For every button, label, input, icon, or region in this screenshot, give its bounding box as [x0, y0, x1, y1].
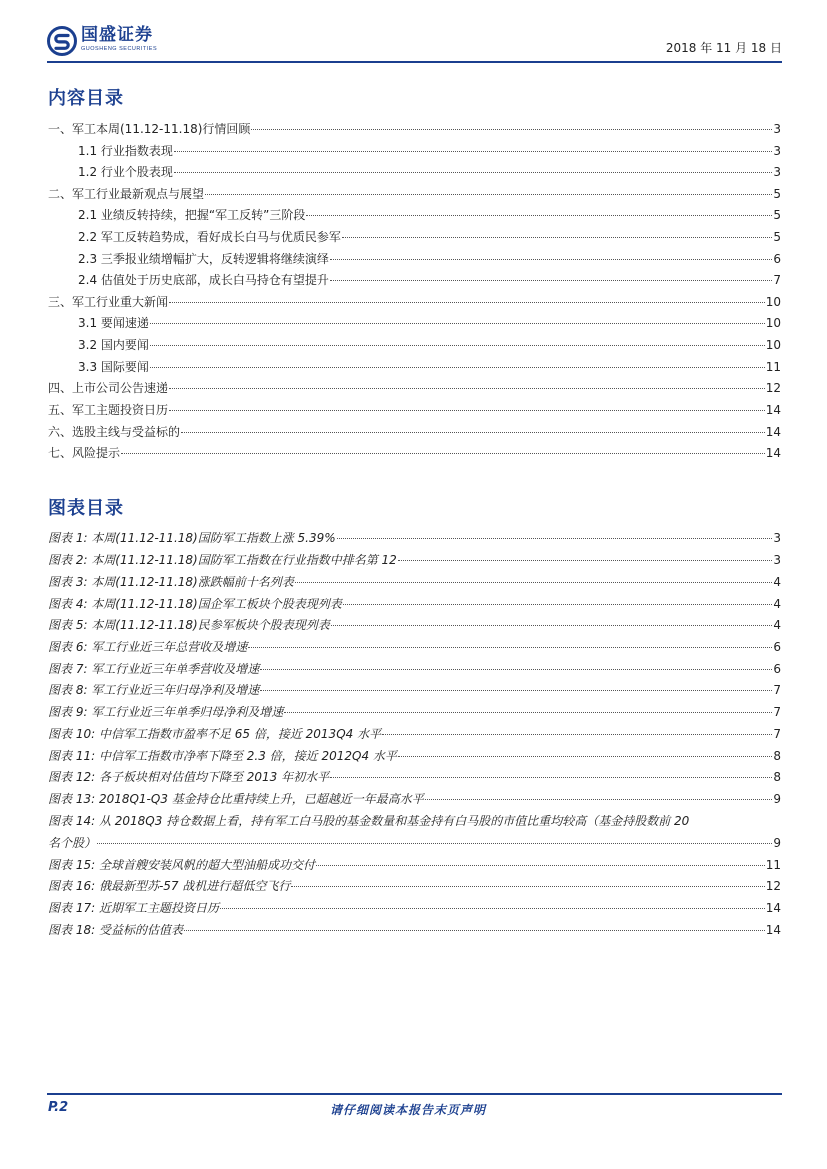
toc-entry-page: 3 [773, 122, 781, 136]
toc-entry-label: 2.2 军工反转趋势成，看好成长白马与优质民参军 [78, 230, 341, 244]
toc-entry-label: 2.3 三季报业绩增幅扩大，反转逻辑将继续演绎 [78, 252, 329, 266]
leader-dots [291, 886, 764, 887]
footer-disclaimer: 请仔细阅读本报告末页声明 [330, 1103, 487, 1117]
toc-entry-label: 七、风险提示 [48, 446, 121, 460]
leader-dots [169, 302, 765, 303]
figure-entry-label: 图表 17: 近期军工主题投资日历 [48, 901, 219, 915]
toc-entry-label: 三、军工行业重大新闻 [48, 295, 169, 309]
leader-dots [169, 410, 765, 411]
figures-title: 图表目录 [48, 498, 124, 519]
toc-entry-page: 14 [765, 425, 781, 439]
toc-entry-label: 2.1 业绩反转持续，把握“军工反转”三阶段 [78, 208, 306, 222]
toc-entry-label: 3.2 国内要闻 [78, 338, 149, 352]
toc-entry[interactable] [48, 424, 781, 440]
figure-entry[interactable] [48, 748, 781, 764]
toc-entry-label: 四、上市公司公告速递 [48, 381, 169, 395]
figure-entry-label: 图表 3: 本周(11.12-11.18)涨跌幅前十名列表 [48, 575, 294, 589]
figure-entry-page: 7 [773, 683, 781, 697]
figure-entry-label: 图表 16: 俄最新型苏-57 战机进行超低空飞行 [48, 879, 291, 893]
toc-entry-page: 5 [773, 230, 781, 244]
leader-dots [330, 259, 772, 260]
figure-entry-label: 图表 6: 军工行业近三年总营收及增速 [48, 640, 248, 654]
figure-entry-label: 图表 4: 本周(11.12-11.18)国企军工板块个股表现列表 [48, 597, 342, 611]
leader-dots [425, 799, 773, 800]
leader-dots [174, 151, 772, 152]
toc-entry-page: 12 [765, 381, 781, 395]
leader-dots [382, 734, 772, 735]
toc-entry-page: 10 [765, 295, 781, 309]
figure-entry-page: 9 [773, 792, 781, 806]
figure-entry-label: 图表 15: 全球首艘安装风帆的超大型油船成功交付 [48, 858, 315, 872]
figure-entry-label: 图表 11: 中信军工指数市净率下降至 2.3 倍，接近 2012Q4 水平 [48, 749, 397, 763]
figure-entry[interactable] [48, 530, 781, 546]
figure-entry[interactable] [48, 682, 781, 698]
toc-entry[interactable] [78, 359, 781, 375]
leader-dots [184, 930, 765, 931]
toc-entry-page: 10 [765, 316, 781, 330]
figure-entry[interactable] [48, 574, 781, 590]
leader-dots [306, 215, 772, 216]
toc-entry-page: 5 [773, 187, 781, 201]
leader-dots [121, 453, 765, 454]
figure-entry[interactable] [48, 769, 781, 785]
figure-entry-label: 图表 13: 2018Q1-Q3 基金持仓比重持续上升，已超越近一年最高水平 [48, 792, 424, 806]
toc-entry-page: 3 [773, 144, 781, 158]
figure-entry-page: 8 [773, 770, 781, 784]
toc-entry-page: 10 [765, 338, 781, 352]
toc-entry[interactable] [48, 380, 781, 396]
toc-entry-label: 五、军工主题投资日历 [48, 403, 169, 417]
figure-entry-page: 6 [773, 662, 781, 676]
figure-entry-page: 4 [773, 597, 781, 611]
figure-entry-page: 12 [765, 879, 781, 893]
figure-entry-page: 8 [773, 749, 781, 763]
figure-entry-page: 4 [773, 618, 781, 632]
toc-entry-label: 二、军工行业最新观点与展望 [48, 187, 205, 201]
figure-entry-label: 图表 8: 军工行业近三年归母净利及增速 [48, 683, 260, 697]
figure-entry-label: 图表 12: 各子板块相对估值均下降至 2013 年初水平 [48, 770, 330, 784]
figure-entry-page: 3 [773, 553, 781, 567]
figure-entry[interactable] [48, 552, 781, 568]
leader-dots [337, 538, 773, 539]
leader-dots [330, 280, 772, 281]
leader-dots [284, 712, 772, 713]
toc-entry[interactable] [78, 337, 781, 353]
toc-entry-page: 6 [773, 252, 781, 266]
leader-dots [331, 625, 773, 626]
figure-entry-label: 图表 7: 军工行业近三年单季营收及增速 [48, 662, 260, 676]
brand-logo-icon [47, 26, 77, 56]
leader-dots [251, 129, 772, 130]
toc-entry[interactable] [78, 143, 781, 159]
leader-dots [150, 323, 765, 324]
toc-entry[interactable] [48, 121, 781, 137]
toc-title: 内容目录 [48, 88, 124, 109]
toc-entry[interactable] [48, 294, 781, 310]
leader-dots [316, 865, 765, 866]
figure-entry-page: 14 [765, 901, 781, 915]
toc-entry-page: 14 [765, 403, 781, 417]
footer-rule [47, 1093, 782, 1095]
toc-entry[interactable] [78, 315, 781, 331]
leader-dots [295, 582, 773, 583]
figure-entry[interactable] [48, 639, 781, 655]
figure-entry-label: 图表 18: 受益标的估值表 [48, 923, 183, 937]
toc-entry-label: 3.1 要闻速递 [78, 316, 149, 330]
brand-name-en: GUOSHENG SECURITIES [81, 46, 158, 52]
figure-entry-page: 11 [765, 858, 781, 872]
figure-entry-label: 图表 10: 中信军工指数市盈率不足 65 倍，接近 2013Q4 水平 [48, 727, 382, 741]
toc-entry-label: 1.2 行业个股表现 [78, 165, 173, 179]
toc-entry[interactable] [78, 207, 781, 223]
figure-14-page: 9 [773, 836, 781, 850]
figure-entry-label: 图表 2: 本周(11.12-11.18)国防军工指数在行业指数中排名第 12 [48, 553, 397, 567]
figure-14-line2: 名个股） [48, 836, 97, 850]
figure-entry-label: 图表 9: 军工行业近三年单季归母净利及增速 [48, 705, 284, 719]
toc-entry-label: 一、军工本周(11.12-11.18)行情回顾 [48, 122, 251, 136]
toc-entry[interactable] [78, 229, 781, 245]
leader-dots [398, 756, 772, 757]
toc-entry-page: 14 [765, 446, 781, 460]
footer-page-number: P.2 [48, 1100, 69, 1115]
figure-entry-page: 14 [765, 923, 781, 937]
toc-entry-label: 3.3 国际要闻 [78, 360, 149, 374]
leader-dots [220, 908, 765, 909]
figure-entry[interactable] [48, 617, 781, 633]
figure-entry[interactable] [48, 704, 781, 720]
figure-entry-label: 图表 1: 本周(11.12-11.18)国防军工指数上涨 5.39% [48, 531, 336, 545]
figure-entry-page: 4 [773, 575, 781, 589]
toc-entry-label: 1.1 行业指数表现 [78, 144, 173, 158]
leader-dots [174, 172, 772, 173]
figure-entry[interactable] [48, 878, 781, 894]
toc-entry-figure-14[interactable] [48, 813, 781, 851]
figure-entry[interactable] [48, 857, 781, 873]
leader-dots [150, 367, 765, 368]
figure-entry[interactable] [48, 922, 781, 938]
page-header [47, 24, 782, 62]
brand-logo [47, 25, 158, 56]
leader-dots [150, 345, 765, 346]
leader-dots [181, 432, 765, 433]
figure-entry[interactable] [48, 791, 781, 807]
leader-dots [260, 669, 772, 670]
toc-entry[interactable] [48, 186, 781, 202]
toc-entry-page: 7 [773, 273, 781, 287]
toc-entry[interactable] [78, 164, 781, 180]
leader-dots [398, 560, 773, 561]
leader-dots [248, 647, 772, 648]
brand-name-cn: 国盛证券 [81, 25, 153, 45]
figure-entry[interactable] [48, 726, 781, 742]
leader-dots [169, 388, 765, 389]
figure-entry-page: 7 [773, 727, 781, 741]
figure-entry-page: 6 [773, 640, 781, 654]
figure-entry-page: 7 [773, 705, 781, 719]
leader-dots [205, 194, 772, 195]
toc-entry[interactable] [78, 272, 781, 288]
toc-entry[interactable] [78, 251, 781, 267]
leader-dots [343, 604, 773, 605]
figure-entry[interactable] [48, 900, 781, 916]
report-date: 2018 年 11 月 18 日 [665, 41, 782, 55]
leader-dots [97, 843, 772, 844]
figure-entry[interactable] [48, 596, 781, 612]
header-rule [47, 61, 782, 63]
toc-entry-label: 2.4 估值处于历史底部，成长白马持仓有望提升 [78, 273, 329, 287]
toc-entry-page: 11 [765, 360, 781, 374]
figure-entry[interactable] [48, 661, 781, 677]
toc-entry-label: 六、选股主线与受益标的 [48, 425, 181, 439]
leader-dots [330, 777, 772, 778]
figure-entry-page: 3 [773, 531, 781, 545]
toc-entry[interactable] [48, 402, 781, 418]
leader-dots [260, 690, 772, 691]
toc-entry-page: 3 [773, 165, 781, 179]
figure-entry-label: 图表 5: 本周(11.12-11.18)民参军板块个股表现列表 [48, 618, 330, 632]
leader-dots [342, 237, 772, 238]
toc-entry-page: 5 [773, 208, 781, 222]
toc-entry[interactable] [48, 445, 781, 461]
figure-14-line1: 图表 14: 从 2018Q3 持仓数据上看，持有军工白马股的基金数量和基金持有白马股的市值比重均较高（基金持股数前 20 [48, 814, 690, 828]
